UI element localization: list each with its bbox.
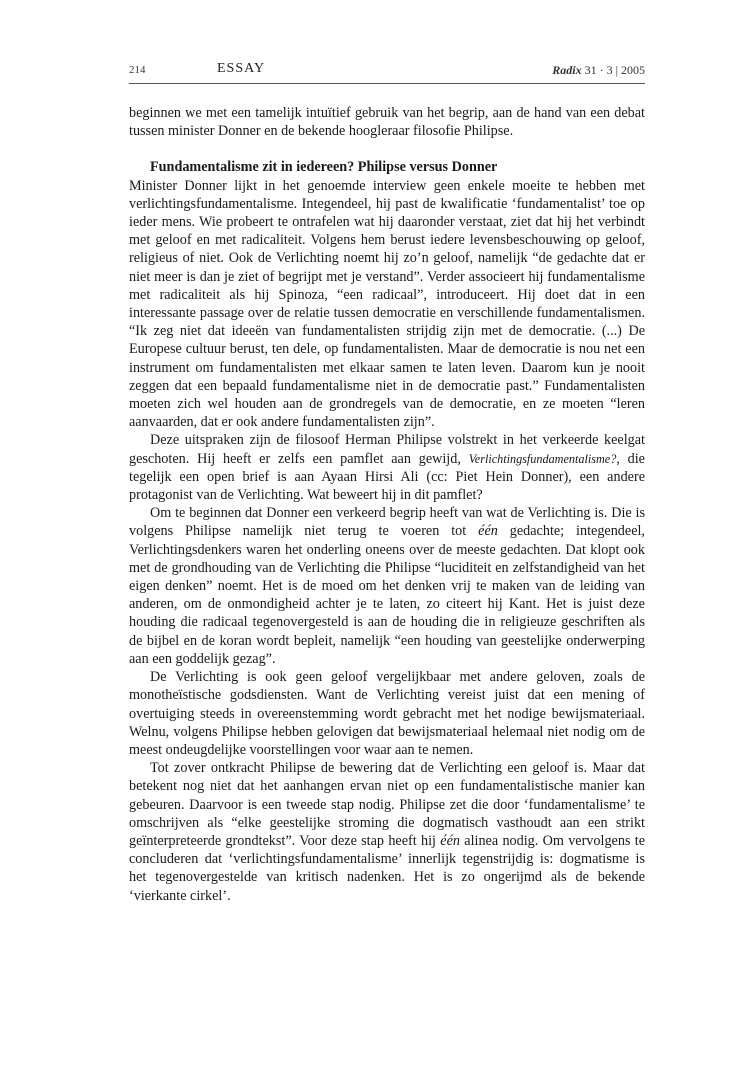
paragraph-2-text-b: , die tegelijk een open brief is aan Ayaan Hirsi Ali (cc: Piet Hein Donner), een andere protagonist van de Verlichting. Wat beweert hij in dit pamflet? <box>129 450 645 504</box>
journal-reference <box>552 63 645 78</box>
section-heading: Fundamentalisme zit in iedereen? Philipse versus Donner <box>150 159 498 176</box>
section-label: ESSAY <box>217 61 266 76</box>
journal-name: Radix <box>552 63 582 77</box>
page-number: 214 <box>129 64 146 76</box>
paragraph-1: Minister Donner lijkt in het genoemde interview geen enkele moeite te hebben met verlichtingsfundamentalisme. Integendeel, hij past de kwalificatie ‘fundamentalist’ toe op ieder mens. Wie probeert te ontrafelen wat hij daaronder verstaat, ziet dat hij het verbindt met geloof en met radicaliteit. Volgens hem berust iedere levensbeschouwing op geloof, religieus of niet. Ook de Verlichting noemt hij zo’n geloof, namelijk “de gedachte dat er niet meer is dan je ziet of begrijpt met je verstand”. Verder associeert hij fundamentalisme met radicaliteit als hij Spinoza, “een radicaal”, introduceert. Hij doet dat in een interessante passage over de relatie tussen democratie en verschillende fundamentalismen. “Ik zeg niet dat ideeën van fundamentalisten strijdig zijn met de democratie. (...) De Europese cultuur berust, ten dele, op fundamentalisten. Maar de democratie is nou net een instrument om fundamentalisten met elkaar samen te laten leven. Daarom kun je nooit zeggen dat een bepaald fundamentalisme niet in de democratie past.” Fundamentalisten moeten zich wel houden aan de grondregels van de democratie, en ze moeten “leren aanvaarden, dat er ook andere fundamentalisten zijn”. <box>129 177 645 431</box>
emphasis: één <box>478 523 498 540</box>
paragraph-5-text-a: Tot zover ontkracht Philipse de bewering dat de Verlichting een geloof is. Maar dat betekent nog niet dat het aanhangen ervan niet op een fundamentalistische manier kan gebeuren. Daarvoor is een tweede stap nodig. Philipse zet die door ‘fundamentalisme’ te omschrijven als “elke geestelijke stroming die dogmatisch vasthoudt aan een strikt geïnterpreteerde grondtekst”. Voor deze stap heeft hij <box>129 760 645 849</box>
paragraph-3-text-a: Om te beginnen dat Donner een verkeerd begrip heeft van wat de Verlichting is. Die is volgens Philipse namelijk niet terug te voeren tot <box>129 505 645 540</box>
emphasis: één <box>440 832 460 849</box>
paragraph-2-text-a: Deze uitspraken zijn de filosoof Herman Philipse volstrekt in het verkeerde keelgat geschoten. Hij heeft er zelfs een pamflet aan gewijd, <box>129 432 645 467</box>
page-header <box>129 59 645 84</box>
paragraph-2 <box>129 431 645 504</box>
journal-issue: 31 · 3 | 2005 <box>584 63 645 77</box>
paragraph-4: De Verlichting is ook geen geloof vergelijkbaar met andere geloven, zoals de monotheïstische godsdiensten. Want de Verlichting vereist juist dat een mening of overtuiging steeds in overeenstemming wordt gebracht met het nodige bewijsmateriaal. Welnu, volgens Philipse hebben gelovigen dat bewijsmateriaal helemaal niet nodig om de meest ondeugdelijke voorstellingen voor waar aan te nemen. <box>129 669 645 758</box>
intro-paragraph: beginnen we met een tamelijk intuïtief gebruik van het begrip, aan de hand van een debat tussen minister Donner en de bekende hoogleraar filosofie Philipse. <box>129 105 645 140</box>
paragraph-5-text-b: alinea nodig. Om vervolgens te concluderen dat ‘verlichtingsfundamentalisme’ innerlijk tegenstrijdig is: dogmatisme is het tegenovergestelde van kritisch nadenken. Het is zo ongerijmd als de bekende ‘vierkante cirkel’. <box>129 832 645 904</box>
paragraph-3-text-b: gedachte; integendeel, Verlichtingsdenkers waren het onderling oneens over de meeste gedachten. Dat klopt ook met de grondhouding van de Verlichting die Philipse “luciditeit en zelfstandigheid van het eigen denken” noemt. Het is de moed om het denken vrij te maken van de leiding van anderen, om de onmondigheid achter je te laten, zo citeert hij Kant. Het is juist deze houding die radicaal tegenovergesteld is aan de houding die in religieuze geschriften als de bijbel en de koran wordt bepleit, namelijk “een houding van geestelijke onderwerping aan een goddelijk gezag”. <box>129 523 645 667</box>
paragraph-3 <box>129 504 645 668</box>
paragraph-5 <box>129 759 645 905</box>
pamphlet-title: Verlichtingsfundamentalisme? <box>468 451 617 466</box>
article-body <box>129 104 645 905</box>
